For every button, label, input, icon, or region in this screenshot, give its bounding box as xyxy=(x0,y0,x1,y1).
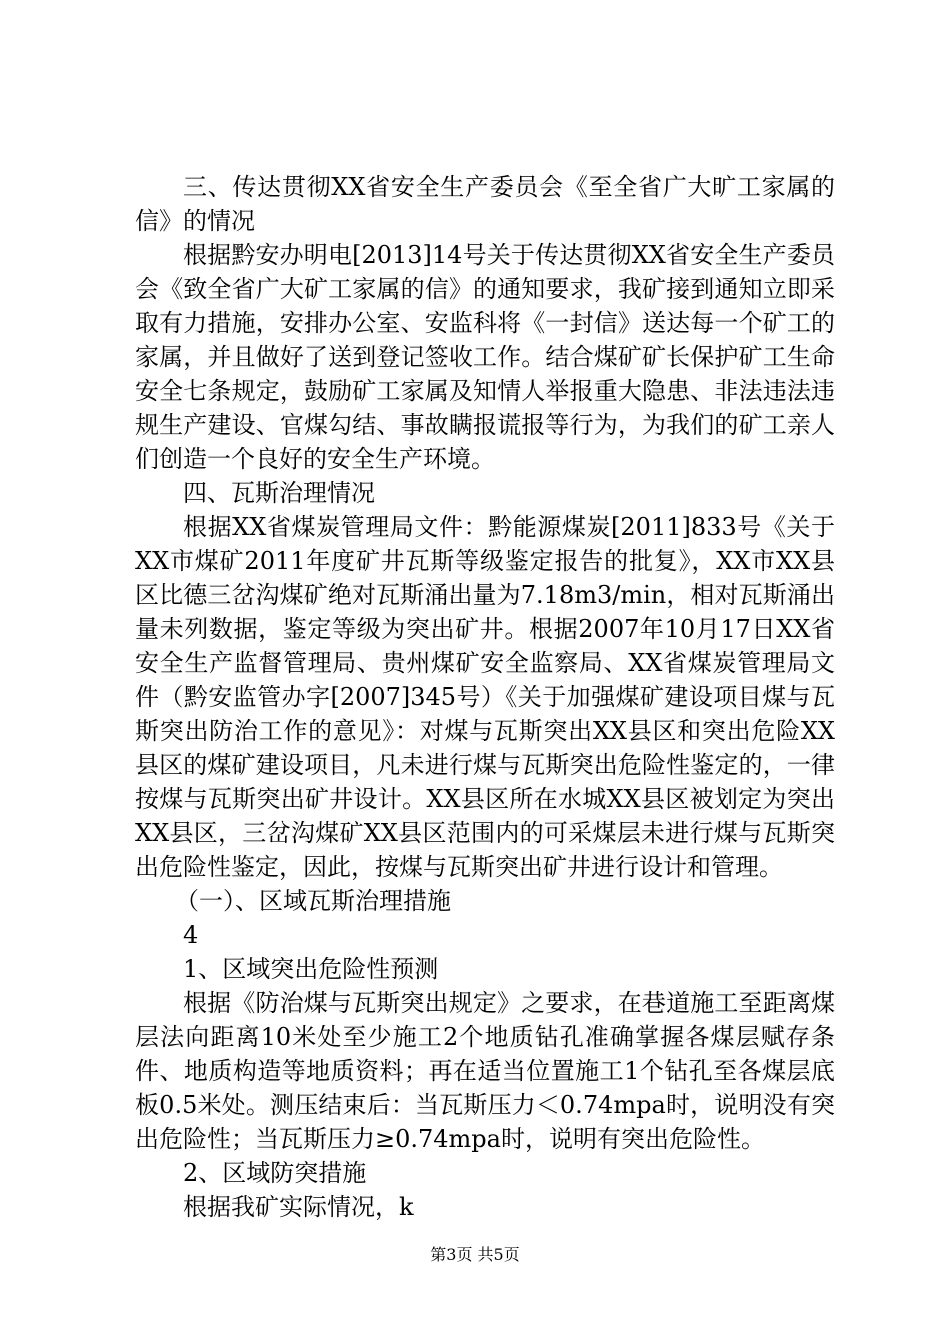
section-heading-3: 三、传达贯彻XX省安全生产委员会《至全省广大旷工家属的信》的情况 xyxy=(135,173,835,235)
item-heading-1: 1、区域突出危险性预测 xyxy=(183,955,439,983)
section-heading-4: 四、瓦斯治理情况 xyxy=(183,479,375,507)
item-heading-2: 2、区域防突措施 xyxy=(183,1159,367,1187)
subsection-heading-1: （一）、区域瓦斯治理措施 xyxy=(175,887,451,915)
body-paragraph: 根据《防治煤与瓦斯突出规定》之要求，在巷道施工至距离煤层法向距离10米处至少施工2个地质钻孔准确掌握各煤层赋存条件、地质构造等地质资料；再在适当位置施工1个钻孔至各煤层底板0.5米处。测压结束后：当瓦斯压力＜0.74mpa时，说明没有突出危险性；当瓦斯压力≥0.74mpa时，说明有突出危险性。 xyxy=(135,989,835,1153)
body-paragraph: 根据XX省煤炭管理局文件：黔能源煤炭[2011]833号《关于XX市煤矿2011年度矿井瓦斯等级鉴定报告的批复》，XX市XX县区比德三岔沟煤矿绝对瓦斯涌出量为7.18m3/min，相对瓦斯涌出量未列数据，鉴定等级为突出矿井。根据2007年10月17日XX省安全生产监督管理局、贵州煤矿安全监察局、XX省煤炭管理局文件（黔安监管办字[2007]345号）《关于加强煤矿建设项目煤与瓦斯突出防治工作的意见》：对煤与瓦斯突出XX县区和突出危险XX县区的煤矿建设项目，凡未进行煤与瓦斯突出危险性鉴定的，一律按煤与瓦斯突出矿井设计。XX县区所在水城XX县区被划定为突出XX县区，三岔沟煤矿XX县区范围内的可采煤层未进行煤与瓦斯突出危险性鉴定，因此，按煤与瓦斯突出矿井进行设计和管理。 xyxy=(135,513,835,881)
document-body xyxy=(135,170,835,1224)
stray-number: 4 xyxy=(183,921,199,949)
page-number-footer: 第3页 共5页 xyxy=(430,1245,520,1264)
body-paragraph: 根据我矿实际情况，k xyxy=(183,1193,414,1221)
body-paragraph: 根据黔安办明电[2013]14号关于传达贯彻XX省安全生产委员会《致全省广大矿工家属的信》的通知要求，我矿接到通知立即采取有力措施，安排办公室、安监科将《一封信》送达每一个矿工的家属，并且做好了送到登记签收工作。结合煤矿矿长保护矿工生命安全七条规定，鼓励矿工家属及知情人举报重大隐患、非法违法违规生产建设、官煤勾结、事故瞒报谎报等行为，为我们的矿工亲人们创造一个良好的安全生产环境。 xyxy=(135,241,835,473)
